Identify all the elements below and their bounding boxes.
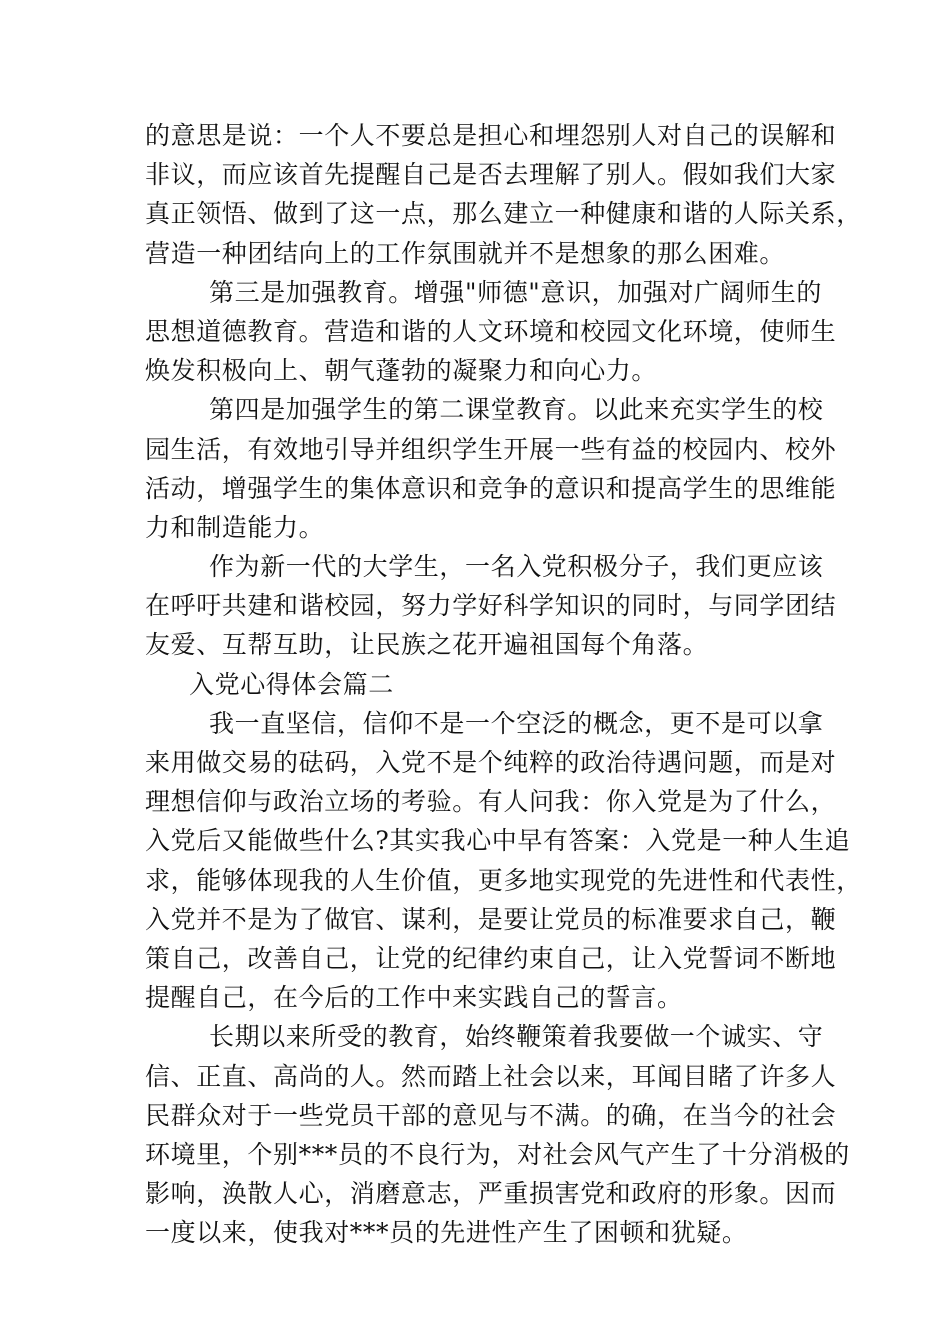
paragraph-start-line: 第四是加强学生的第二课堂教育。以此来充实学生的校	[209, 395, 824, 425]
text-line: 策自己，改善自己，让党的纪律约束自己，让入党誓词不断地	[145, 943, 837, 973]
text-line: 力和制造能力。	[145, 512, 325, 542]
paragraph-start-line: 我一直坚信，信仰不是一个空泛的概念，更不是可以拿	[209, 708, 824, 738]
document-body	[145, 116, 862, 1252]
text-line: 思想道德教育。营造和谐的人文环境和校园文化环境，使师生	[145, 316, 837, 346]
text-line: 信、正直、高尚的人。然而踏上社会以来，耳闻目睹了许多人	[145, 1061, 837, 1091]
paragraph-start-line: 第三是加强教育。增强"师德"意识，加强对广阔师生的	[209, 277, 822, 307]
text-line: 真正领悟、做到了这一点，那么建立一种健康和谐的人际关系，	[145, 199, 862, 229]
text-line: 入党并不是为了做官、谋利，是要让党员的标准要求自己，鞭	[145, 904, 837, 934]
text-line: 影响，涣散人心，消磨意志，严重损害党和政府的形象。因而	[145, 1179, 837, 1209]
text-line: 非议，而应该首先提醒自己是否去理解了别人。假如我们大家	[145, 160, 837, 190]
text-line: 的意思是说：一个人不要总是担心和埋怨别人对自己的误解和	[145, 121, 837, 150]
text-line: 活动，增强学生的集体意识和竞争的意识和提高学生的思维能	[145, 473, 837, 503]
text-line: 环境里，个别***员的不良行为，对社会风气产生了十分消极的	[145, 1139, 850, 1169]
text-line: 焕发积极向上、朝气蓬勃的凝聚力和向心力。	[145, 356, 658, 386]
text-line: 提醒自己，在今后的工作中来实践自己的誓言。	[145, 983, 683, 1013]
paragraph-start-line: 长期以来所受的教育，始终鞭策着我要做一个诚实、守	[209, 1022, 824, 1052]
text-line: 入党后又能做些什么?其实我心中早有答案：入党是一种人生追	[145, 826, 851, 856]
text-line: 一度以来，使我对***员的先进性产生了困顿和犹疑。	[145, 1218, 748, 1248]
text-line: 来用做交易的砝码，入党不是个纯粹的政治待遇问题，而是对	[145, 748, 837, 777]
paragraph-start-line: 作为新一代的大学生，一名入党积极分子，我们更应该	[209, 552, 824, 582]
section-heading: 入党心得体会篇二	[189, 669, 394, 699]
text-line: 民群众对于一些党员干部的意见与不满。的确，在当今的社会	[145, 1100, 837, 1130]
text-line: 在呼吁共建和谐校园，努力学好科学知识的同时，与同学团结	[145, 591, 837, 621]
text-line: 友爱、互帮互助，让民族之花开遍祖国每个角落。	[145, 630, 709, 660]
text-line: 园生活，有效地引导并组织学生开展一些有益的校园内、校外	[145, 434, 837, 464]
text-line: 理想信仰与政治立场的考验。有人问我：你入党是为了什么，	[145, 787, 837, 817]
text-line: 营造一种团结向上的工作氛围就并不是想象的那么困难。	[145, 238, 786, 268]
text-line: 求，能够体现我的人生价值，更多地实现党的先进性和代表性，	[145, 865, 862, 895]
